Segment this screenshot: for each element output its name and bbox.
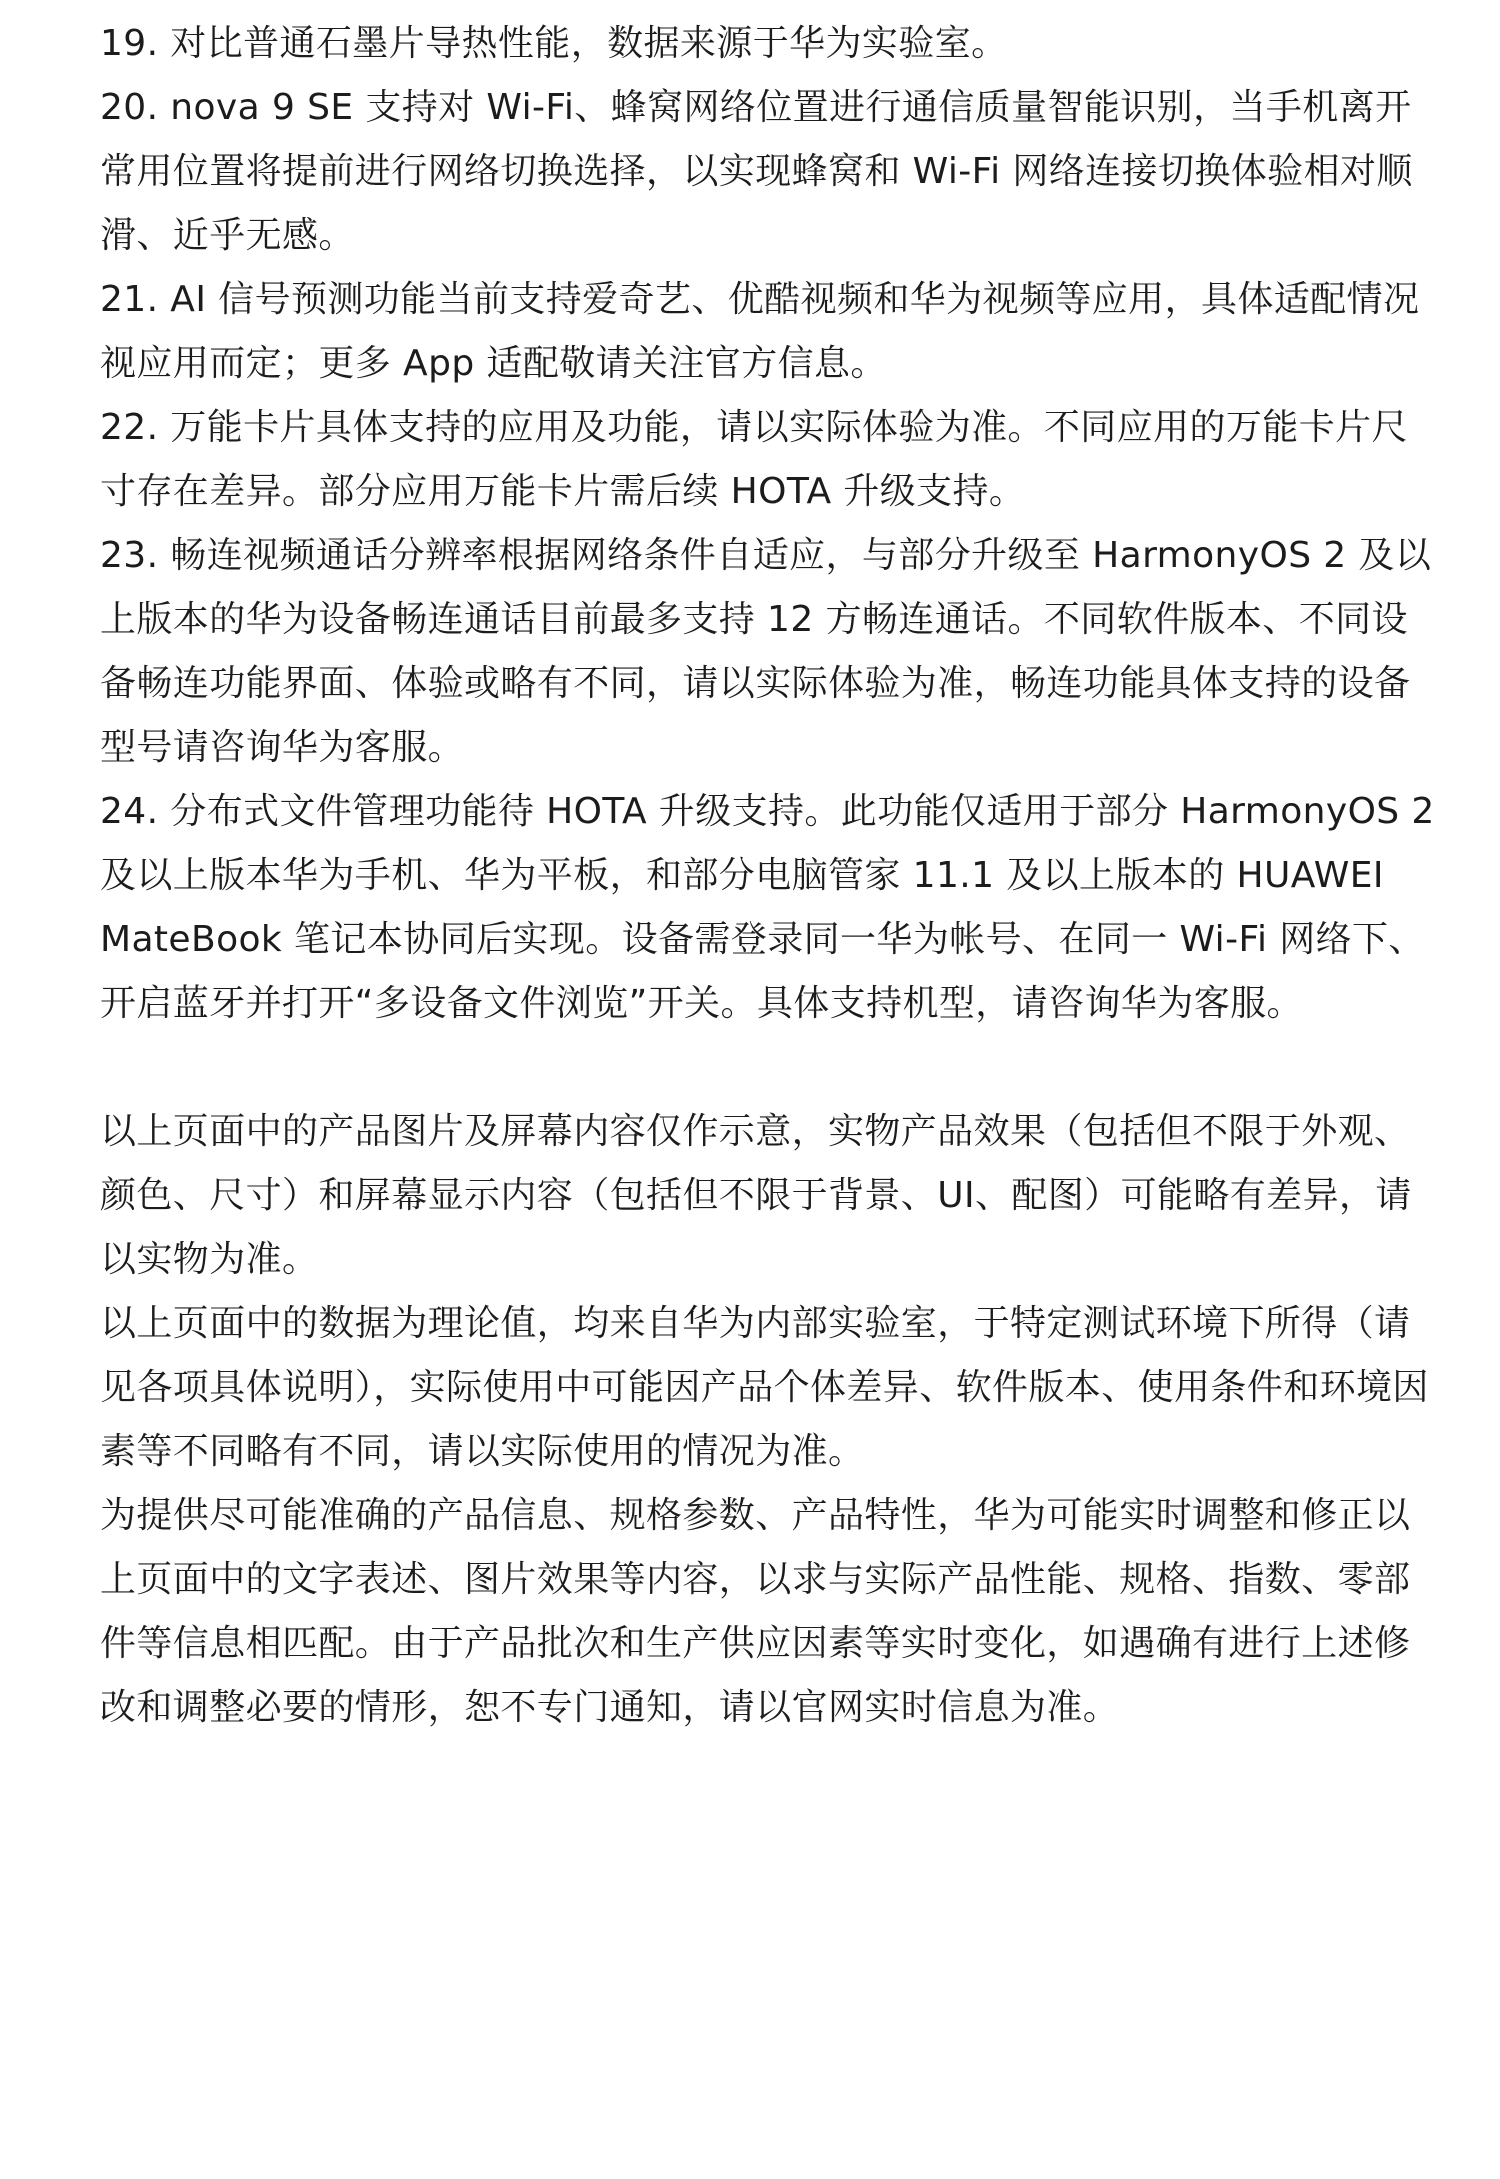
footnote-21: 21. AI 信号预测功能当前支持爱奇艺、优酷视频和华为视频等应用，具体适配情况视应用而定；更多 App 适配敬请关注官方信息。 — [100, 279, 1420, 384]
disclaimer-updates: 为提供尽可能准确的产品信息、规格参数、产品特性，华为可能实时调整和修正以上页面中的文字表述、图片效果等内容，以求与实际产品性能、规格、指数、零部件等信息相匹配。由于产品批次和生产供应因素等实时变化，如遇确有进行上述修改和调整必要的情形，恕不专门通知，请以官网实时信息为准。 — [100, 1495, 1411, 1728]
footnote-22: 22. 万能卡片具体支持的应用及功能，请以实际体验为准。不同应用的万能卡片尺寸存在差异。部分应用万能卡片需后续 HOTA 升级支持。 — [100, 407, 1408, 512]
footnote-20: 20. nova 9 SE 支持对 Wi-Fi、蜂窝网络位置进行通信质量智能识别，当手机离开常用位置将提前进行网络切换选择，以实现蜂窝和 Wi-Fi 网络连接切换体验相对顺滑、近乎无感。 — [100, 87, 1413, 256]
disclaimer-data: 以上页面中的数据为理论值，均来自华为内部实验室，于特定测试环境下所得（请见各项具体说明），实际使用中可能因产品个体差异、软件版本、使用条件和环境因素等不同略有不同，请以实际使用的情况为准。 — [100, 1303, 1429, 1472]
footnote-23: 23. 畅连视频通话分辨率根据网络条件自适应，与部分升级至 HarmonyOS 2 及以上版本的华为设备畅连通话目前最多支持 12 方畅连通话。不同软件版本、不同设备畅连功能界面、体验或略有不同，请以实际体验为准，畅连功能具体支持的设备型号请咨询华为客服。 — [100, 535, 1432, 768]
footnote-19: 19. 对比普通石墨片导热性能，数据来源于华为实验室。 — [100, 23, 1008, 64]
disclaimer-images: 以上页面中的产品图片及屏幕内容仅作示意，实物产品效果（包括但不限于外观、颜色、尺寸）和屏幕显示内容（包括但不限于背景、UI、配图）可能略有差异，请以实物为准。 — [100, 1111, 1412, 1280]
footnote-24: 24. 分布式文件管理功能待 HOTA 升级支持。此功能仅适用于部分 HarmonyOS 2 及以上版本华为手机、华为平板，和部分电脑管家 11.1 及以上版本的 HUAWEI MateBook 笔记本协同后实现。设备需登录同一华为帐号、在同一 Wi-Fi 网络下、开启蓝牙并打开“多设备文件浏览”开关。具体支持机型，请咨询华为客服。 — [100, 791, 1435, 1024]
section-spacer — [100, 1036, 1435, 1100]
footnotes-section — [100, 12, 1435, 1740]
